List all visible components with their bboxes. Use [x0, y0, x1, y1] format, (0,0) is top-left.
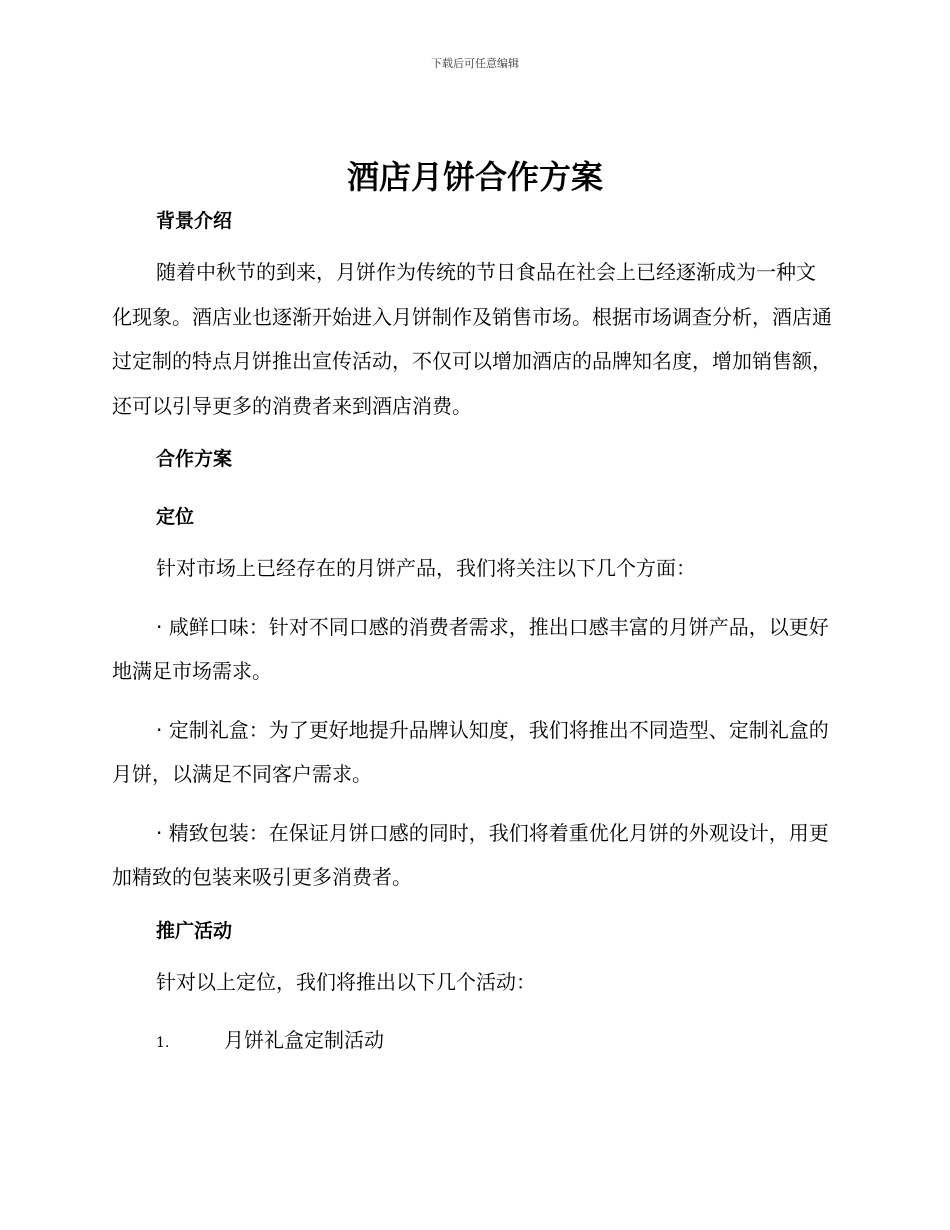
- document-body: [112, 204, 832, 1065]
- positioning-bullet-giftbox: · 定制礼盒：为了更好地提升品牌认知度，我们将推出不同造型、定制礼盒的月饼，以满足不同客户需求。: [112, 717, 829, 786]
- list-item-text: 月饼礼盒定制活动: [224, 1028, 384, 1052]
- section-heading-positioning: 定位: [156, 506, 195, 528]
- list-item-number: 1.: [156, 1035, 170, 1051]
- section-heading-plan: 合作方案: [156, 448, 233, 470]
- section-heading-background: 背景介绍: [156, 210, 233, 232]
- section-heading-promotion: 推广活动: [156, 919, 233, 942]
- positioning-bullet-packaging: · 精致包装：在保证月饼口感的同时，我们将着重优化月饼的外观设计，用更加精致的包装来吸引更多消费者。: [112, 820, 829, 889]
- background-paragraph: 随着中秋节的到来，月饼作为传统的节日食品在社会上已经逐渐成为一种文化现象。酒店业也逐渐开始进入月饼制作及销售市场。根据市场调查分析，酒店通过定制的特点月饼推出宣传活动，不仅可以增加酒店的品牌知名度，增加销售额，还可以引导更多的消费者来到酒店消费。: [112, 260, 832, 418]
- positioning-bullet-taste: · 咸鲜口味：针对不同口感的消费者需求，推出口感丰富的月饼产品，以更好地满足市场需求。: [112, 614, 829, 683]
- document-title: 酒店月饼合作方案: [346, 158, 603, 196]
- header-note: 下载后可任意编辑: [431, 57, 519, 70]
- positioning-intro: 针对市场上已经存在的月饼产品，我们将关注以下几个方面：: [156, 556, 696, 580]
- promotion-intro: 针对以上定位，我们将推出以下几个活动：: [156, 969, 536, 994]
- list-item: [112, 1018, 832, 1065]
